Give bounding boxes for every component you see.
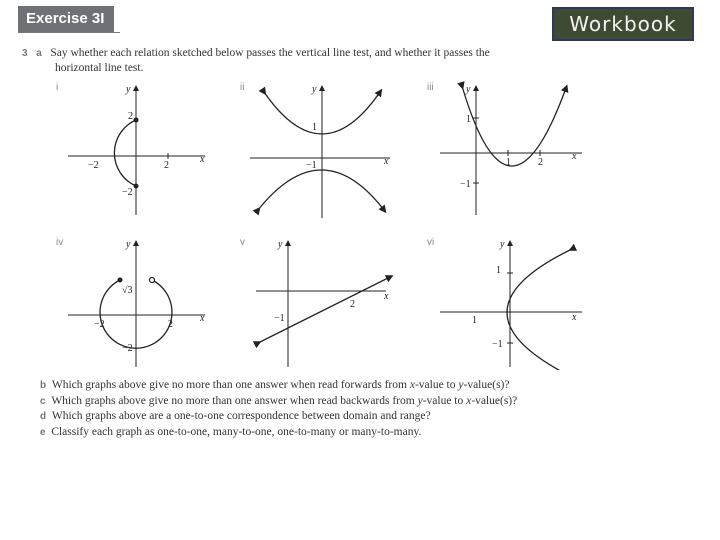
part-text: -value(s)? [463, 379, 510, 391]
tick-label: 1 [496, 265, 501, 276]
part-text: -value to [414, 379, 459, 391]
tick-label: −1 [274, 313, 285, 324]
graph-v-label: v [240, 237, 245, 248]
graph-vi [440, 235, 590, 370]
part-var: y [458, 379, 464, 391]
question-3a-line1 [22, 47, 490, 59]
part-text: -value to [422, 394, 467, 407]
y-axis-label: y [126, 84, 131, 95]
part-text: Classify each graph as one-to-one, many-to-one, one-to-many or many-to-many. [51, 425, 422, 438]
endpoint-right [150, 278, 155, 283]
x-axis-label: x [572, 312, 577, 323]
graph-v [250, 235, 400, 370]
part-text: Which graphs above give no more than one answer when read forwards from [51, 379, 410, 391]
part-b [40, 378, 517, 394]
parabola [462, 86, 566, 166]
tick-label: 2 [168, 319, 173, 330]
x-axis-label: x [200, 313, 205, 324]
part-a-letter: a [36, 48, 42, 59]
tick-label: 2 [164, 160, 169, 171]
endpoint-bottom [134, 184, 139, 189]
tick-label: 1 [466, 114, 471, 125]
sideways-parabola [507, 249, 572, 370]
tick-label: −1 [460, 179, 471, 190]
part-c [40, 394, 517, 410]
graph-i [60, 80, 220, 220]
workbook-button[interactable]: Workbook [552, 7, 694, 41]
graph-iv [60, 235, 220, 370]
tick-label: 1 [472, 315, 477, 326]
graph-iii-label: iii [427, 82, 434, 93]
x-axis-label: x [572, 151, 577, 162]
part-letter: b [40, 380, 47, 391]
part-var: y [417, 394, 423, 407]
y-axis-label: y [278, 239, 283, 250]
part-var: x [466, 394, 472, 407]
graph-vi-label: vi [427, 237, 435, 248]
tick-label: √3 [122, 285, 133, 296]
endpoint-left [118, 278, 123, 283]
graph-iii [440, 80, 590, 220]
curve [114, 120, 136, 186]
graph-ii [250, 80, 400, 220]
tick-label: −2 [88, 160, 99, 171]
graph-i-label: i [56, 82, 59, 93]
x-axis-label: x [384, 156, 389, 167]
line [258, 277, 390, 343]
question-parts [40, 378, 517, 440]
title-underline [18, 32, 120, 33]
x-axis-label: x [384, 291, 389, 302]
part-text: -value(s)? [471, 394, 518, 407]
part-d [40, 409, 517, 425]
exercise-title: Exercise 3I [18, 6, 114, 32]
endpoint-top [134, 118, 139, 123]
part-letter: e [40, 426, 46, 438]
x-axis-label: x [200, 154, 205, 165]
tick-label: −2 [94, 319, 105, 330]
part-var: x [409, 379, 415, 391]
part-a-text-cont: horizontal line test. [55, 62, 144, 74]
question-number: 3 [22, 48, 28, 59]
part-e [40, 425, 517, 441]
tick-label: 1 [312, 122, 317, 133]
part-text: Which graphs above give no more than one answer when read backwards from [51, 394, 418, 407]
tick-label: 2 [538, 157, 543, 168]
graph-iv-label: iv [56, 237, 64, 248]
tick-label: 1 [506, 157, 511, 168]
lower-branch [258, 170, 384, 210]
tick-label: −1 [306, 160, 317, 171]
y-axis-label: y [126, 239, 131, 250]
y-axis-label: y [500, 239, 505, 250]
part-text: Which graphs above are a one-to-one correspondence between domain and range? [51, 410, 431, 422]
y-axis-label: y [312, 84, 317, 95]
tick-label: −1 [492, 339, 503, 350]
tick-label: 2 [350, 299, 355, 310]
tick-label: 2 [128, 111, 133, 122]
question-3a-line2 [55, 62, 143, 74]
part-a-text: Say whether each relation sketched below passes the vertical line test, and whether it passes the [50, 47, 490, 59]
y-axis-label: y [466, 84, 471, 95]
tick-label: −2 [122, 187, 133, 198]
graph-ii-label: ii [240, 82, 245, 93]
part-letter: c [40, 395, 46, 407]
tick-label: −2 [122, 343, 133, 354]
part-letter: d [40, 411, 47, 422]
